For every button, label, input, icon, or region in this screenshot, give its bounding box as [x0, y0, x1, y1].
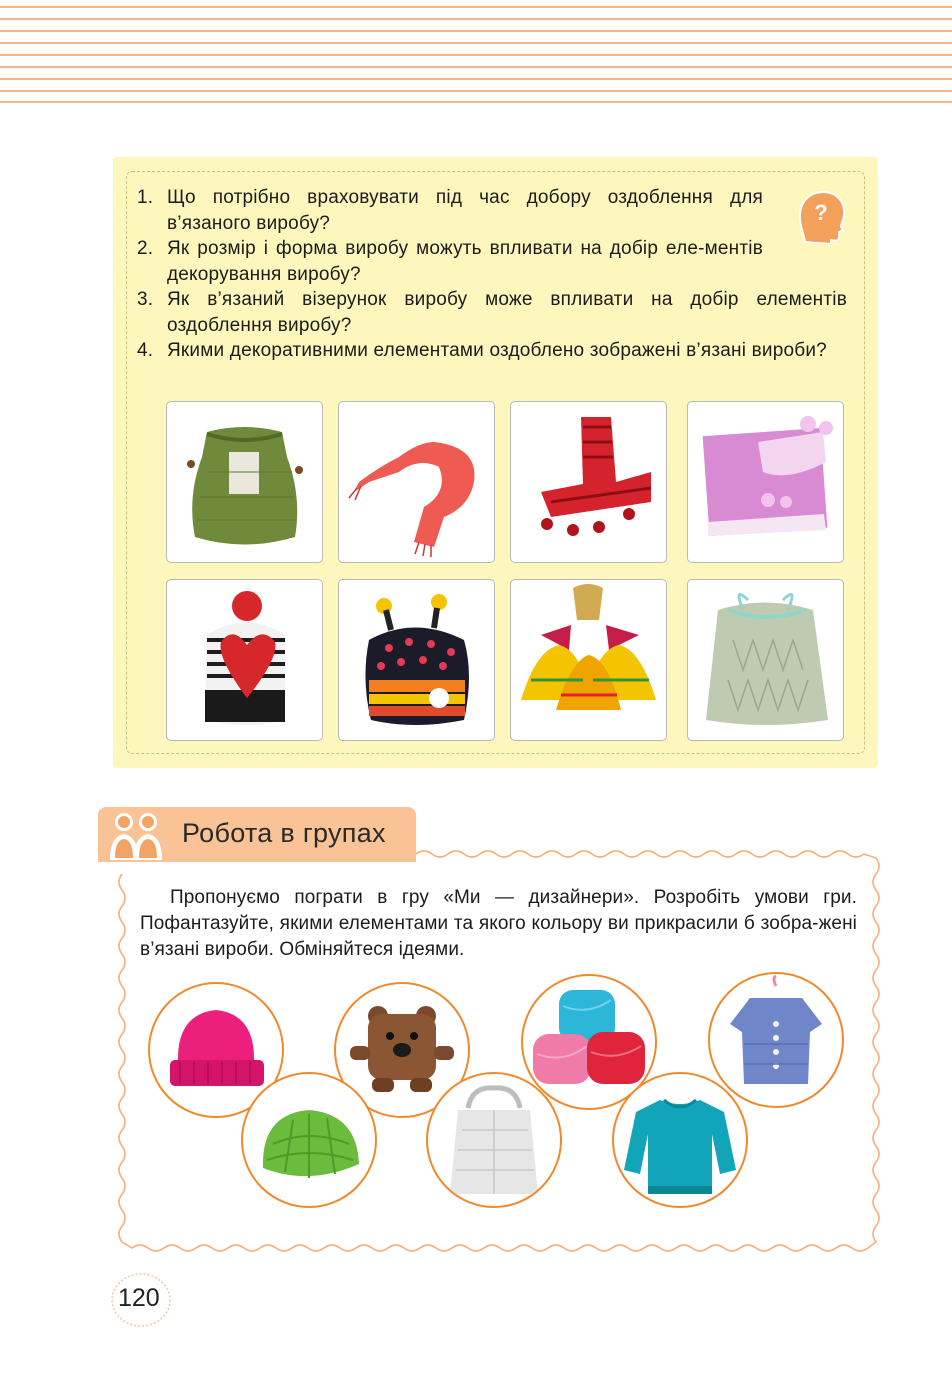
- photo-green-knitted-beanie: [241, 1072, 377, 1208]
- question-number: 3.: [137, 289, 154, 310]
- photo-knitted-scarf-coral: [338, 401, 495, 563]
- question-number: 1.: [137, 187, 154, 208]
- group-work-paragraph: Пропонуємо пограти в гру «Ми — дизайнери». Розробіть умови гри. Пофантазуйте, якими елементами та якого кольору ви прикрасили б зобра-жені в’язані вироби. Обміняйтеся ідеями.: [140, 887, 857, 960]
- photo-pink-blanket-pompoms: [687, 401, 844, 563]
- question-item: [137, 287, 847, 338]
- photo-white-knitted-bag: [426, 1072, 562, 1208]
- header-lines: [0, 0, 952, 105]
- photo-striped-scarf-tassels: [510, 401, 667, 563]
- question-number: 2.: [137, 238, 154, 259]
- photo-lace-bag-ribbon: [687, 579, 844, 741]
- questions-list: [137, 185, 847, 364]
- question-item: [137, 185, 763, 236]
- question-item: [137, 236, 763, 287]
- photo-hat-heart-pompom: [166, 579, 323, 741]
- photo-knitted-bag-green: [166, 401, 323, 563]
- question-text: Як розмір і форма виробу можуть впливати на добір еле-ментів декорування виробу?: [167, 238, 763, 285]
- photo-bells-ornament: [510, 579, 667, 741]
- question-text: Що потрібно враховувати під час добору оздоблення для в’язаного виробу?: [167, 187, 763, 234]
- group-work-title: Робота в групах: [182, 818, 386, 848]
- photo-bee-toy-pillow: [338, 579, 495, 741]
- photo-turquoise-sweater: [612, 1072, 748, 1208]
- question-text: Як в’язаний візерунок виробу може впливати на добір елементів оздоблення виробу?: [167, 289, 847, 336]
- question-item: [137, 338, 847, 364]
- svg-text:?: ?: [814, 200, 828, 225]
- question-number: 4.: [137, 340, 154, 361]
- question-text: Якими декоративними елементами оздоблено зображені в’язані вироби?: [167, 340, 827, 361]
- group-people-icon: [102, 808, 172, 860]
- page-number: 120: [118, 1284, 160, 1312]
- group-work-text: [140, 885, 857, 963]
